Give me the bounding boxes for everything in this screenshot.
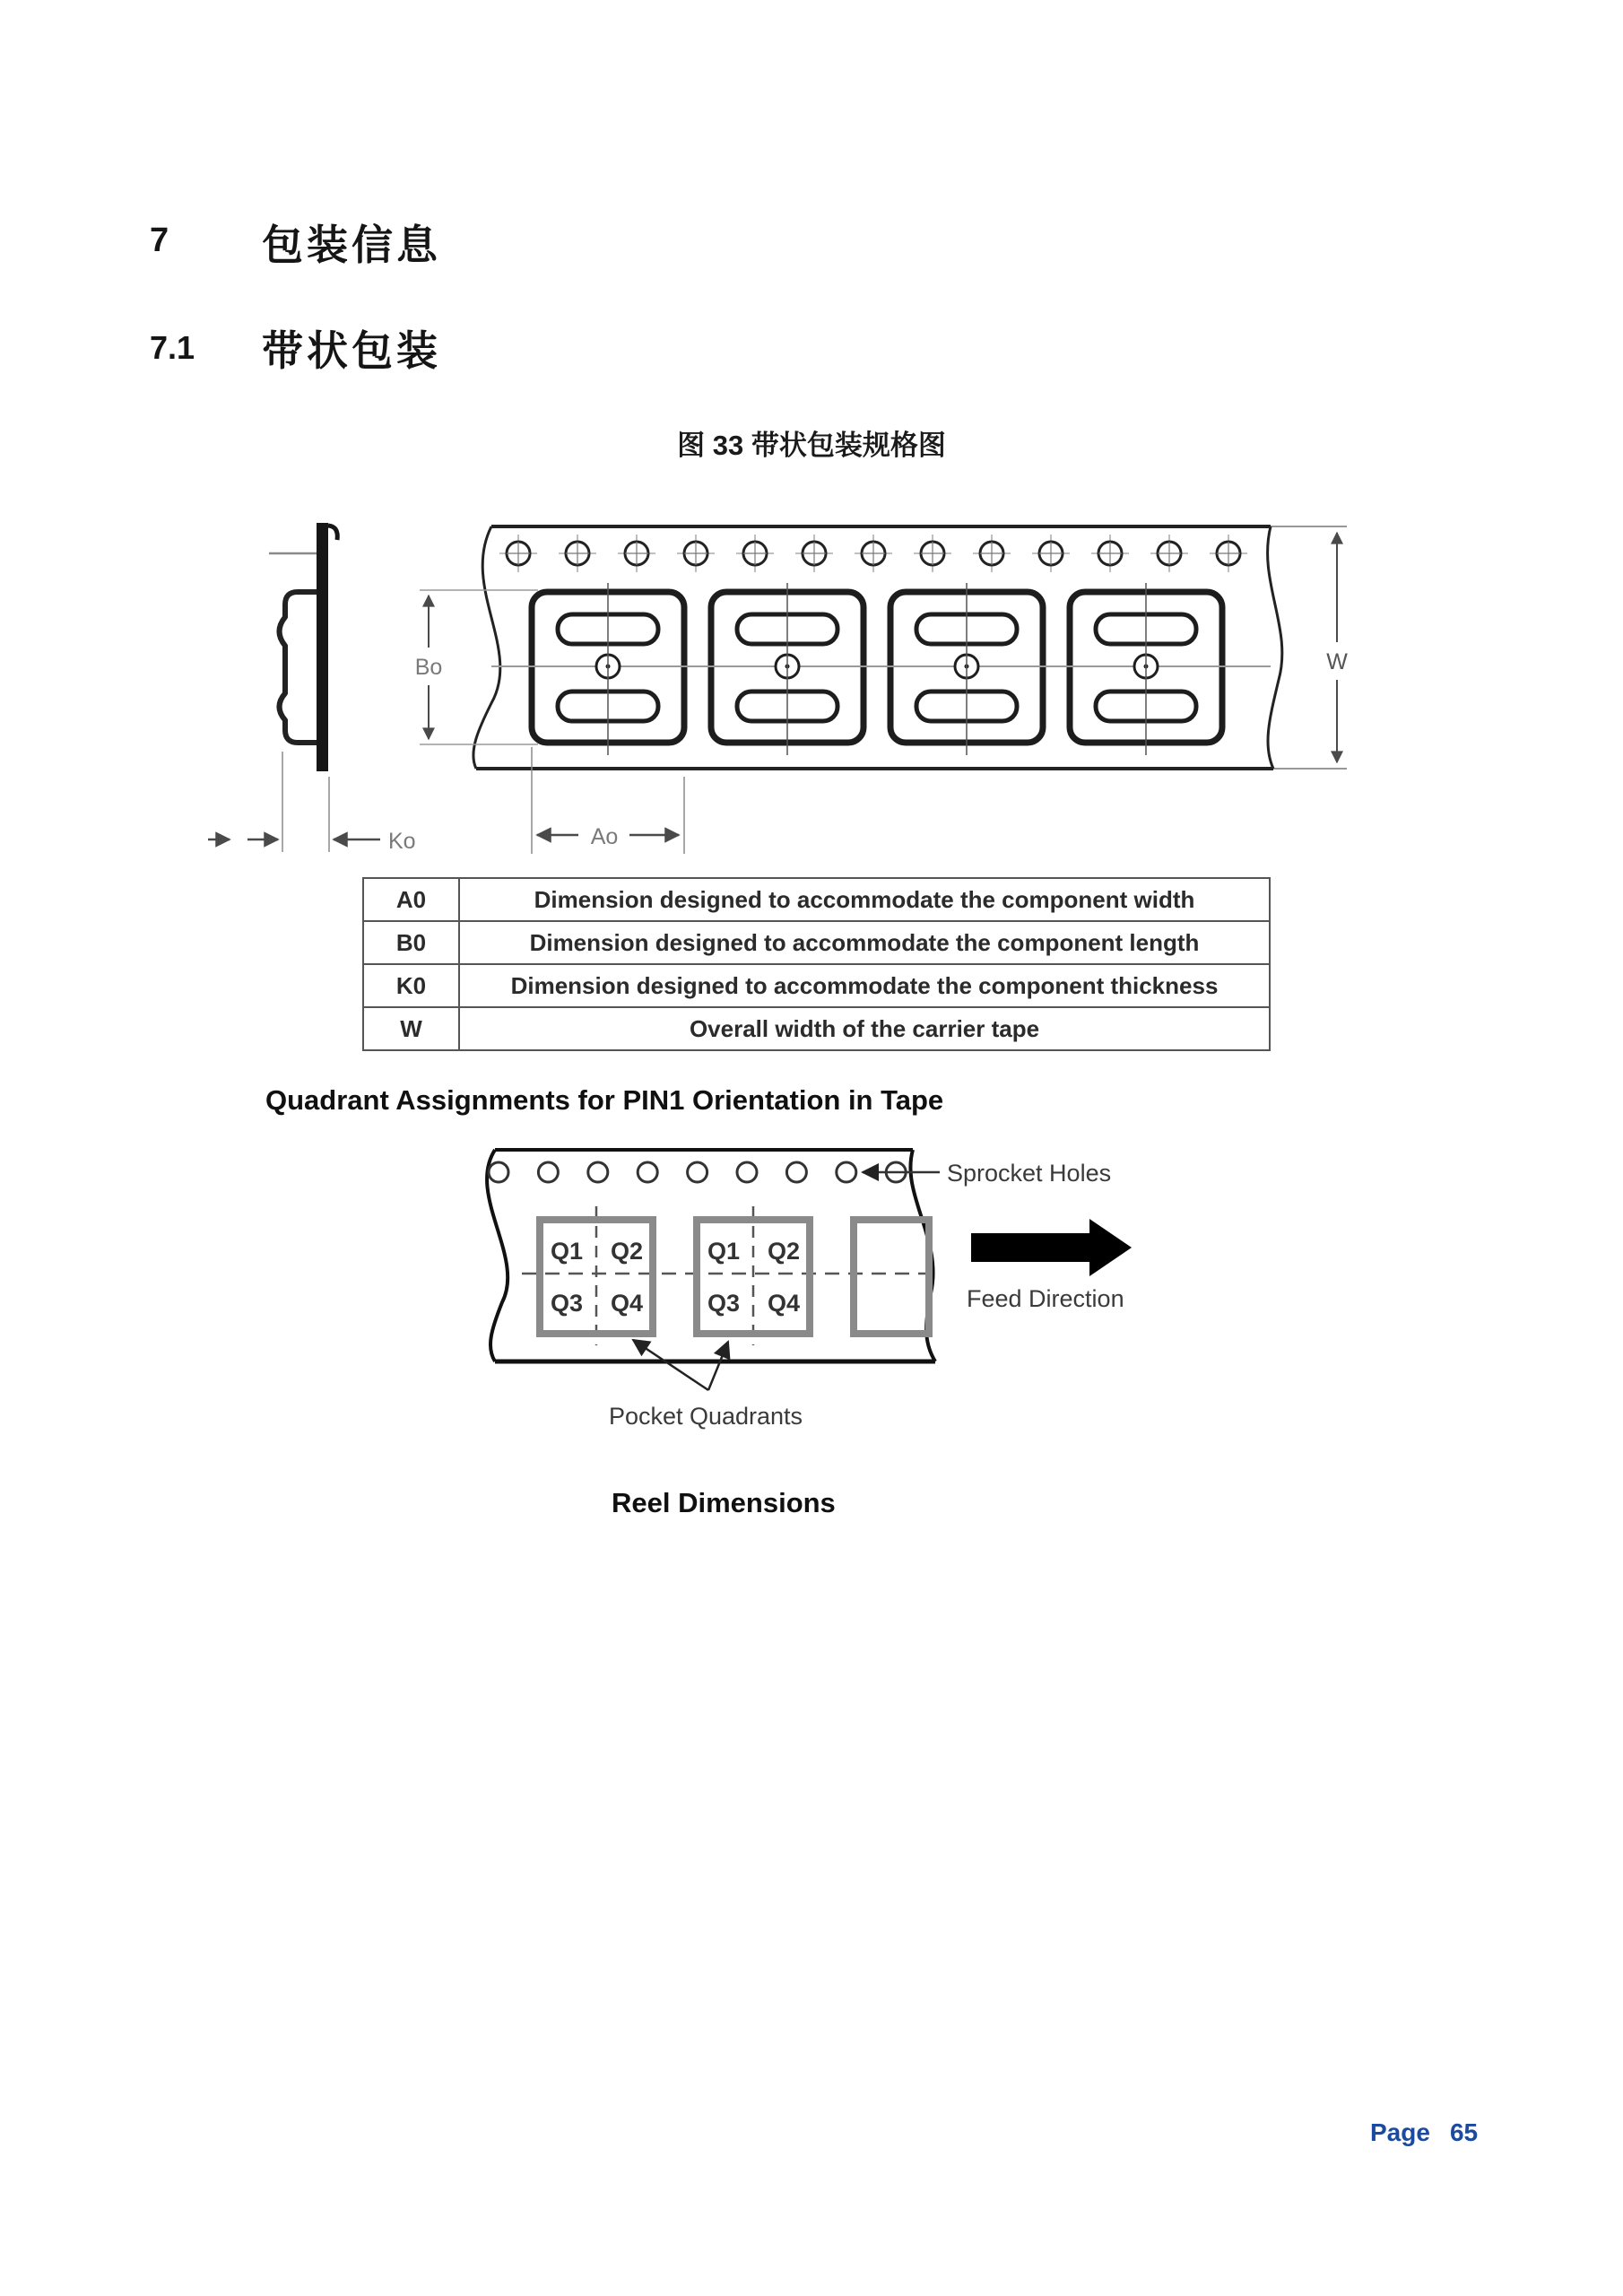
quadrant-label: Q3 [707, 1290, 741, 1317]
tape-top-view [415, 526, 1348, 854]
sprocket-hole [795, 535, 833, 572]
dim-symbol: B0 [363, 921, 459, 964]
sprocket-hole [1210, 535, 1247, 572]
a0-dim-label: Ao [590, 824, 619, 849]
b0-dim-label: Bo [414, 655, 443, 680]
sprocket-hole [588, 1162, 608, 1182]
sprocket-hole [1091, 535, 1129, 572]
sprocket-hole [489, 1162, 508, 1182]
sprocket-hole [559, 535, 596, 572]
quadrant-label: Q4 [767, 1290, 801, 1317]
sprocket-hole [855, 535, 892, 572]
page-number: 65 [1449, 2118, 1479, 2146]
sprocket-holes-row [499, 535, 1247, 572]
sprocket-hole [499, 535, 537, 572]
dim-description: Dimension designed to accommodate the component thickness [459, 964, 1270, 1007]
tape-drawing [197, 493, 1399, 888]
dim-description: Dimension designed to accommodate the component width [459, 878, 1270, 921]
sprocket-hole [914, 535, 951, 572]
tape-film-bar [317, 523, 328, 771]
tape-left-break-edge [473, 526, 500, 769]
table-row [363, 878, 1270, 921]
quadrant-label: Q4 [610, 1290, 644, 1317]
feed-direction-label: Feed Direction [967, 1285, 1124, 1312]
sprocket-hole [618, 535, 655, 572]
tape-right-break-edge [1268, 526, 1282, 769]
quadrant-label: Q2 [610, 1238, 644, 1265]
feed-direction-arrow [971, 1219, 1132, 1276]
sprocket-hole [688, 1162, 707, 1182]
pocket-quadrants-label: Pocket Quadrants [608, 1403, 803, 1430]
subsection-title: 带状包装 [262, 327, 441, 374]
dim-description: Dimension designed to accommodate the component length [459, 921, 1270, 964]
dim-symbol: K0 [363, 964, 459, 1007]
page-footer [1370, 2118, 1478, 2147]
figure-caption: 图 33 带状包装规格图 [677, 430, 946, 461]
sprocket-hole [737, 1162, 757, 1182]
tape-side-view [208, 523, 416, 854]
sprocket-holes-label: Sprocket Holes [947, 1160, 1112, 1187]
section-title: 包装信息 [262, 222, 441, 268]
quadrant-label: Q3 [550, 1290, 584, 1317]
dimension-table [362, 877, 1271, 1051]
dim-symbol: W [363, 1007, 459, 1050]
dim-symbol: A0 [363, 878, 459, 921]
quadrant-label: Q2 [767, 1238, 801, 1265]
w-dim-label: W [1326, 649, 1348, 674]
section-number: 7 [150, 222, 169, 259]
pocket-profile [280, 592, 317, 743]
sprocket-hole [638, 1162, 657, 1182]
sprocket-hole [1032, 535, 1070, 572]
sprocket-hole [1150, 535, 1188, 572]
sprocket-hole [736, 535, 774, 572]
reel-dimensions-heading: Reel Dimensions [612, 1487, 836, 1518]
pocket-c-partial [854, 1220, 929, 1334]
dim-description: Overall width of the carrier tape [459, 1007, 1270, 1050]
sprocket-hole [538, 1162, 558, 1182]
table-row [363, 964, 1270, 1007]
subsection-number: 7.1 [150, 329, 195, 366]
quadrant-label: Q1 [707, 1238, 741, 1265]
quadrant-heading: Quadrant Assignments for PIN1 Orientation in Tape [265, 1084, 944, 1116]
k0-dim-label: Ko [388, 829, 416, 854]
table-row [363, 1007, 1270, 1050]
sprocket-hole [677, 535, 715, 572]
table-row [363, 921, 1270, 964]
sprocket-hole [837, 1162, 856, 1182]
sprocket-hole [973, 535, 1011, 572]
sprocket-hole [786, 1162, 806, 1182]
page-label: Page [1370, 2118, 1430, 2146]
quadrant-drawing [448, 1132, 1184, 1448]
quadrant-label: Q1 [550, 1238, 584, 1265]
